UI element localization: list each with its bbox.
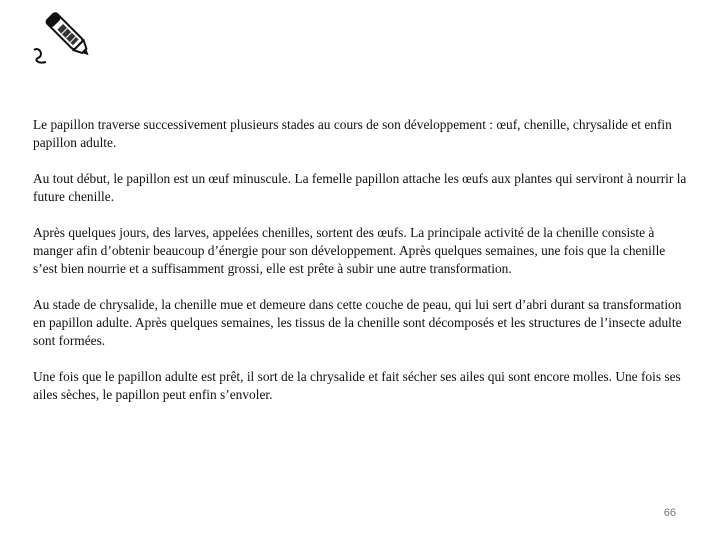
paragraph-5: Une fois que le papillon adulte est prêt, il sort de la chrysalide et fait sécher ses ailes qui sont encore molles. Une fois ses ailes sèches, le papillon peut enfin s’envoler. xyxy=(33,369,681,402)
paragraph-2: Au tout début, le papillon est un œuf minuscule. La femelle papillon attache les œufs aux plantes qui serviront à nourrir la future chenille. xyxy=(33,171,687,204)
paragraph-3: Après quelques jours, des larves, appelées chenilles, sortent des œufs. La principale activité de la chenille consiste à manger afin d’obtenir beaucoup d’énergie pour son développement. Après quelques semaines, une fois que la chenille s’est bien nourrie et a suffisamment grossi, elle est prête à subir une autre transformation. xyxy=(33,225,666,276)
document-body xyxy=(33,116,693,422)
paragraph-4: Au stade de chrysalide, la chenille mue et demeure dans cette couche de peau, qui lui sert d’abri durant sa transformation en papillon adulte. Après quelques semaines, les tissus de la chenille sont décomposés et les structures de l’insecte adulte sont formées. xyxy=(33,297,682,348)
paragraph-1: Le papillon traverse successivement plusieurs stades au cours de son développement : œuf, chenille, chrysalide et enfin papillon adulte. xyxy=(33,117,672,150)
page-number: 66 xyxy=(663,507,676,519)
marker-pen-icon xyxy=(32,6,100,70)
